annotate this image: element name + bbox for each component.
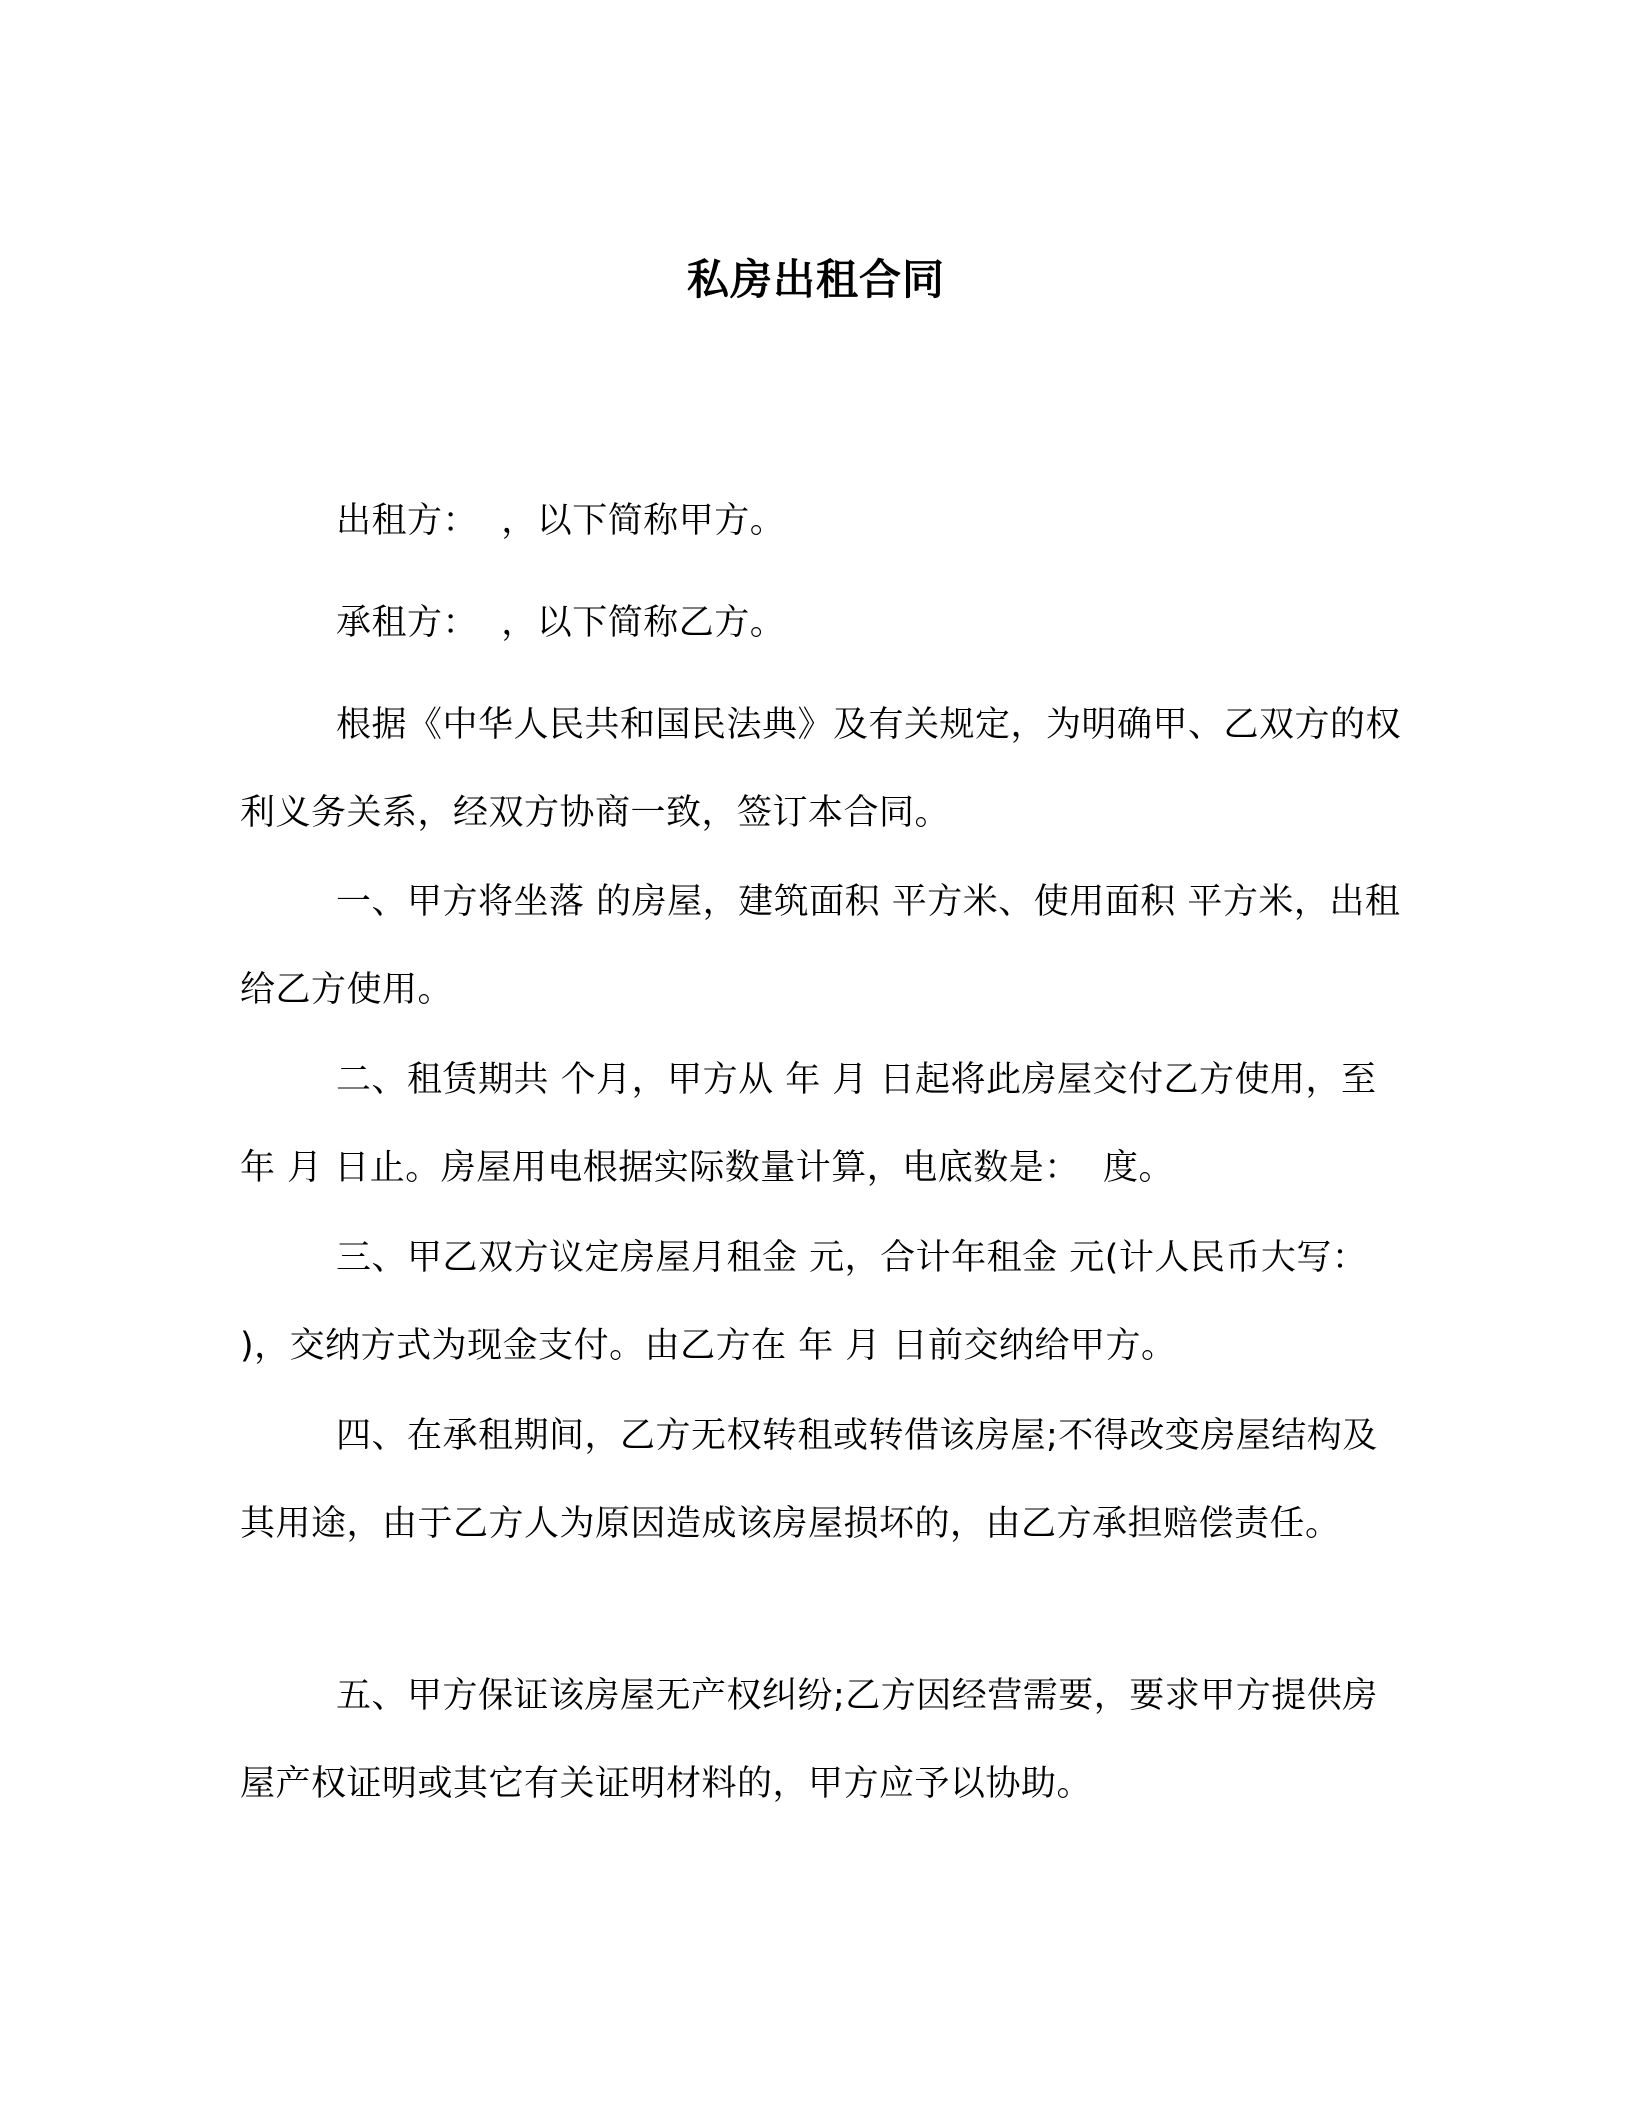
paragraph-clause-1: 一、甲方将坐落 的房屋，建筑面积 平方米、使用面积 平方米，出租给乙方使用。 [240, 882, 1401, 1010]
paragraph-lessee: 承租方： ，以下简称乙方。 [336, 603, 786, 643]
paragraph-clause-2: 二、租赁期共 个月，甲方从 年 月 日起将此房屋交付乙方使用，至 年 月 日止。房屋用电根据实际数量计算，电底数是： 度。 [240, 1060, 1389, 1188]
document-title: 私房出租合同 [686, 255, 945, 305]
paragraph-clause-3: 三、甲乙双方议定房屋月租金 元，合计年租金 元(计人民币大写： )，交纳方式为现金支付。由乙方在 年 月 日前交纳给甲方。 [240, 1238, 1391, 1366]
paragraph-preamble: 根据《中华人民共和国民法典》及有关规定，为明确甲、乙双方的权利义务关系，经双方协商一致，签订本合同。 [240, 705, 1402, 833]
paragraph-clause-5: 五、甲方保证该房屋无产权纠纷;乙方因经营需要，要求甲方提供房屋产权证明或其它有关证明材料的，甲方应予以协助。 [240, 1676, 1378, 1804]
paragraph-lessor: 出租方： ，以下简称甲方。 [336, 501, 786, 541]
paragraph-clause-4: 四、在承租期间，乙方无权转租或转借该房屋;不得改变房屋结构及其用途，由于乙方人为原因造成该房屋损坏的，由乙方承担赔偿责任。 [240, 1416, 1378, 1544]
